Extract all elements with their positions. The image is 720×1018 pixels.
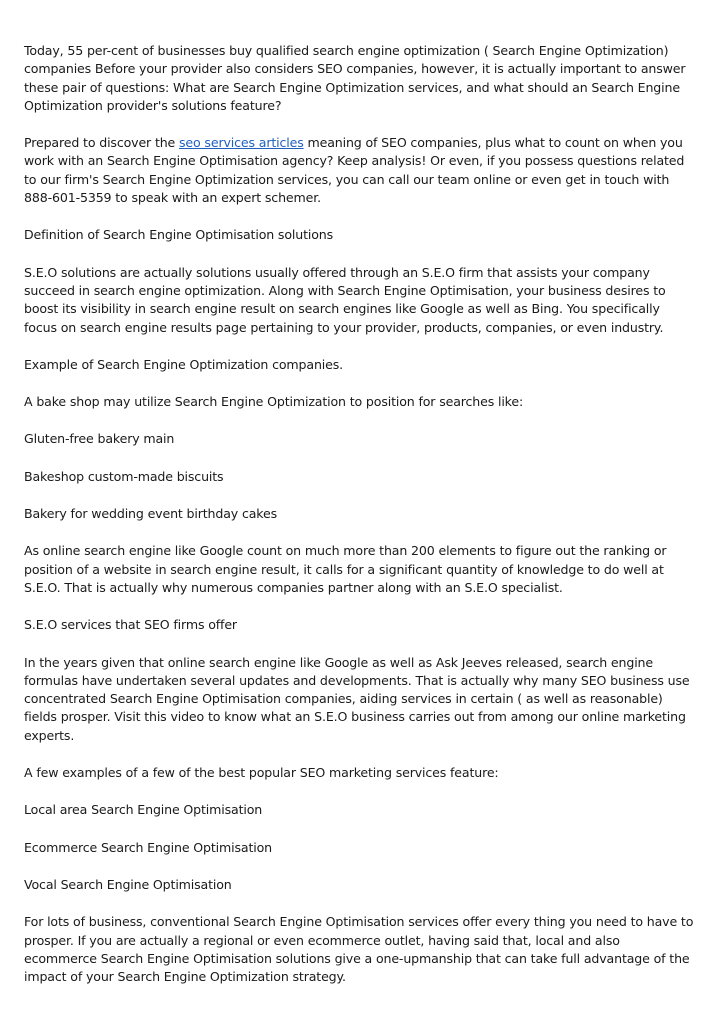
list-item-local-seo: Local area Search Engine Optimisation — [24, 802, 263, 818]
paragraph-prepared-after: meaning of SEO companies, plus what to count on when you work with an Search Engine Optimisation agency? Keep analysis! Or even, if you possess questions related to our firm's Search Engine Optimization services, you can call our team online or even get in touch with 888-601-5359 to speak with an expert schemer. — [24, 135, 685, 206]
heading-example: Example of Search Engine Optimization companies. — [24, 356, 343, 372]
paragraph-conclusion: For lots of business, conventional Search Engine Optimisation services offer every thing you need to have to prosper. If you are actually a regional or even ecommerce outlet, having said that, local and also ecommerce Search Engine Optimisation solutions give a one-upmanship that can take full advantage of the impact of your Search Engine Optimization strategy. — [24, 914, 694, 985]
paragraph-prepared-before: Prepared to discover the — [24, 135, 180, 151]
paragraph-prepared — [24, 134, 694, 207]
heading-services-offered: S.E.O services that SEO firms offer — [24, 617, 237, 633]
paragraph-intro: Today, 55 per-cent of businesses buy qualified search engine optimization ( Search Engine Optimization) companies Before your provider also considers SEO companies, however, it is actually important to answer these pair of questions: What are Search Engine Optimization services, and what should an Search Engine Optimization provider's solutions feature? — [24, 43, 686, 113]
paragraph-bake-shop: A bake shop may utilize Search Engine Optimization to position for searches like: — [24, 394, 524, 410]
paragraph-ranking-factors: As online search engine like Google count on much more than 200 elements to figure out the ranking or position of a website in search engine result, it calls for a significant quantity of knowledge to do well at S.E.O. That is actually why numerous companies partner along with an S.E.O specialist. — [24, 543, 667, 595]
paragraph-examples-intro: A few examples of a few of the best popular SEO marketing services feature: — [24, 765, 499, 781]
list-item-gluten-free: Gluten-free bakery main — [24, 431, 175, 447]
list-item-voice-seo: Vocal Search Engine Optimisation — [24, 876, 232, 892]
list-item-wedding-cakes: Bakery for wedding event birthday cakes — [24, 506, 277, 522]
heading-definition: Definition of Search Engine Optimisation solutions — [24, 227, 334, 243]
list-item-ecommerce-seo: Ecommerce Search Engine Optimisation — [24, 839, 272, 855]
paragraph-history: In the years given that online search engine like Google as well as Ask Jeeves released, search engine formulas have undertaken several updates and developments. That is actually why many SEO business use concentrated Search Engine Optimisation companies, aiding services in certain ( as well as reasonable) fields prosper. Visit this video to know what an S.E.O business carries out from among our online marketing experts. — [24, 654, 690, 743]
paragraph-definition: S.E.O solutions are actually solutions usually offered through an S.E.O firm that assists your company succeed in search engine optimization. Along with Search Engine Optimisation, your business desires to boost its visibility in search engine result on search engines like Google as well as Bing. You specifically focus on search engine results page pertaining to your provider, products, companies, or even industry. — [24, 264, 666, 335]
list-item-biscuits: Bakeshop custom-made biscuits — [24, 468, 224, 484]
seo-services-articles-link[interactable]: seo services articles — [179, 135, 304, 151]
